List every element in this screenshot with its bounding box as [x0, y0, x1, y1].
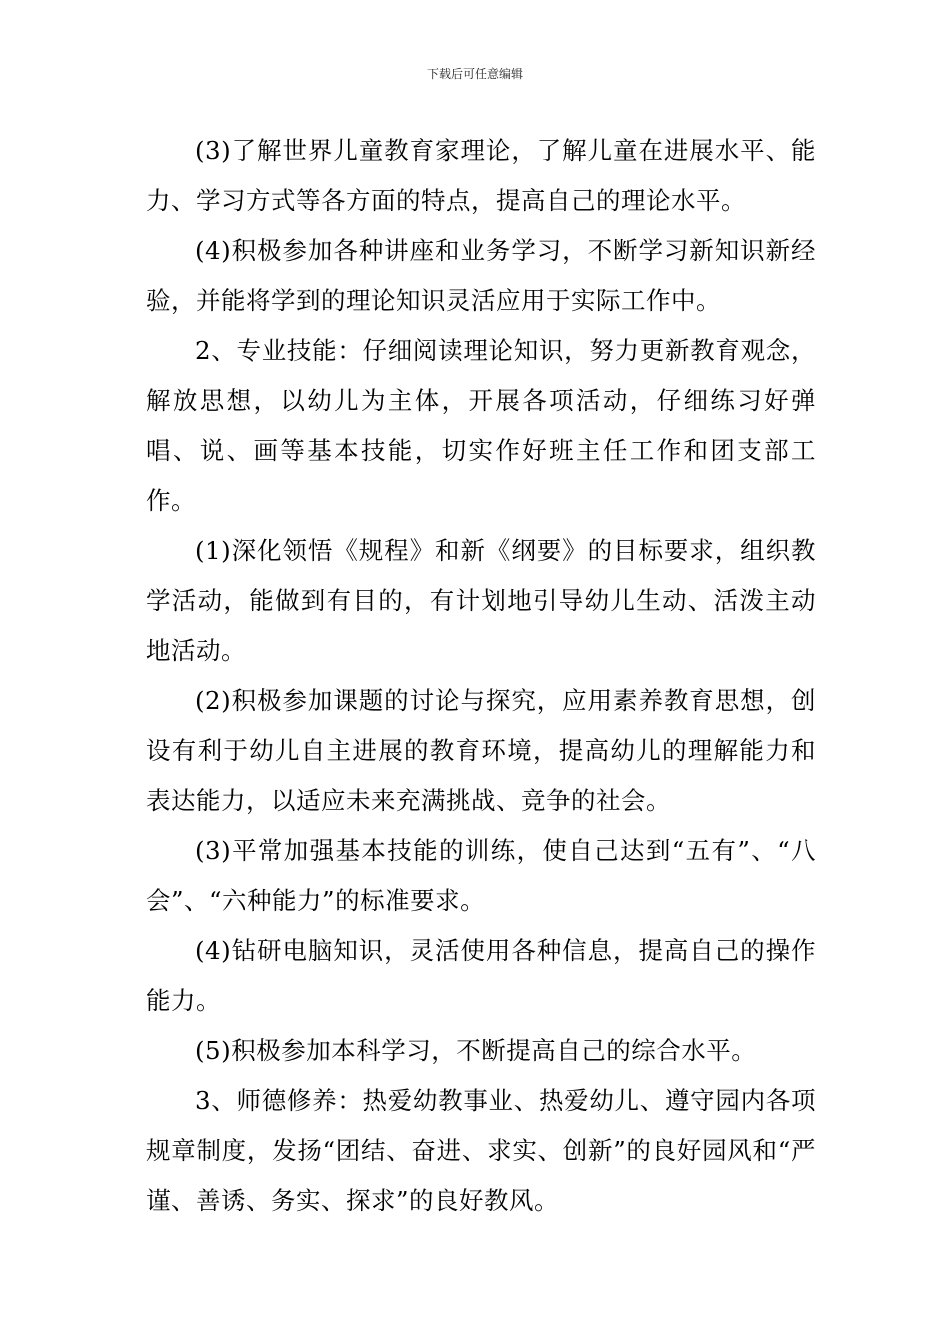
- paragraph-3: 2、专业技能：仔细阅读理论知识，努力更新教育观念，解放思想，以幼儿为主体，开展各项活动，仔细练习好弹唱、说、画等基本技能，切实作好班主任工作和团支部工作。: [146, 336, 816, 515]
- paragraph-9: 3、师德修养：热爱幼教事业、热爱幼儿、遵守园内各项规章制度，发扬“团结、奋进、求实、创新”的良好园风和“严谨、善诱、务实、探求”的良好教风。: [146, 1086, 816, 1215]
- paragraph-1: (3)了解世界儿童教育家理论，了解儿童在进展水平、能力、学习方式等各方面的特点，提高自己的理论水平。: [146, 136, 816, 215]
- paragraph-2: (4)积极参加各种讲座和业务学习，不断学习新知识新经验，并能将学到的理论知识灵活应用于实际工作中。: [146, 236, 816, 315]
- page-header: 下载后可任意编辑: [426, 67, 523, 81]
- document-body: [146, 126, 816, 1226]
- paragraph-5: (2)积极参加课题的讨论与探究，应用素养教育思想，创设有利于幼儿自主进展的教育环境，提高幼儿的理解能力和表达能力，以适应未来充满挑战、竞争的社会。: [146, 686, 816, 815]
- paragraph-7: (4)钻研电脑知识，灵活使用各种信息，提高自己的操作能力。: [146, 936, 816, 1015]
- paragraph-8: (5)积极参加本科学习，不断提高自己的综合水平。: [195, 1036, 757, 1065]
- paragraph-6: (3)平常加强基本技能的训练，使自己达到“五有”、“八会”、“六种能力”的标准要求。: [146, 836, 816, 915]
- paragraph-4: (1)深化领悟《规程》和新《纲要》的目标要求，组织教学活动，能做到有目的，有计划地引导幼儿生动、活泼主动地活动。: [146, 536, 816, 665]
